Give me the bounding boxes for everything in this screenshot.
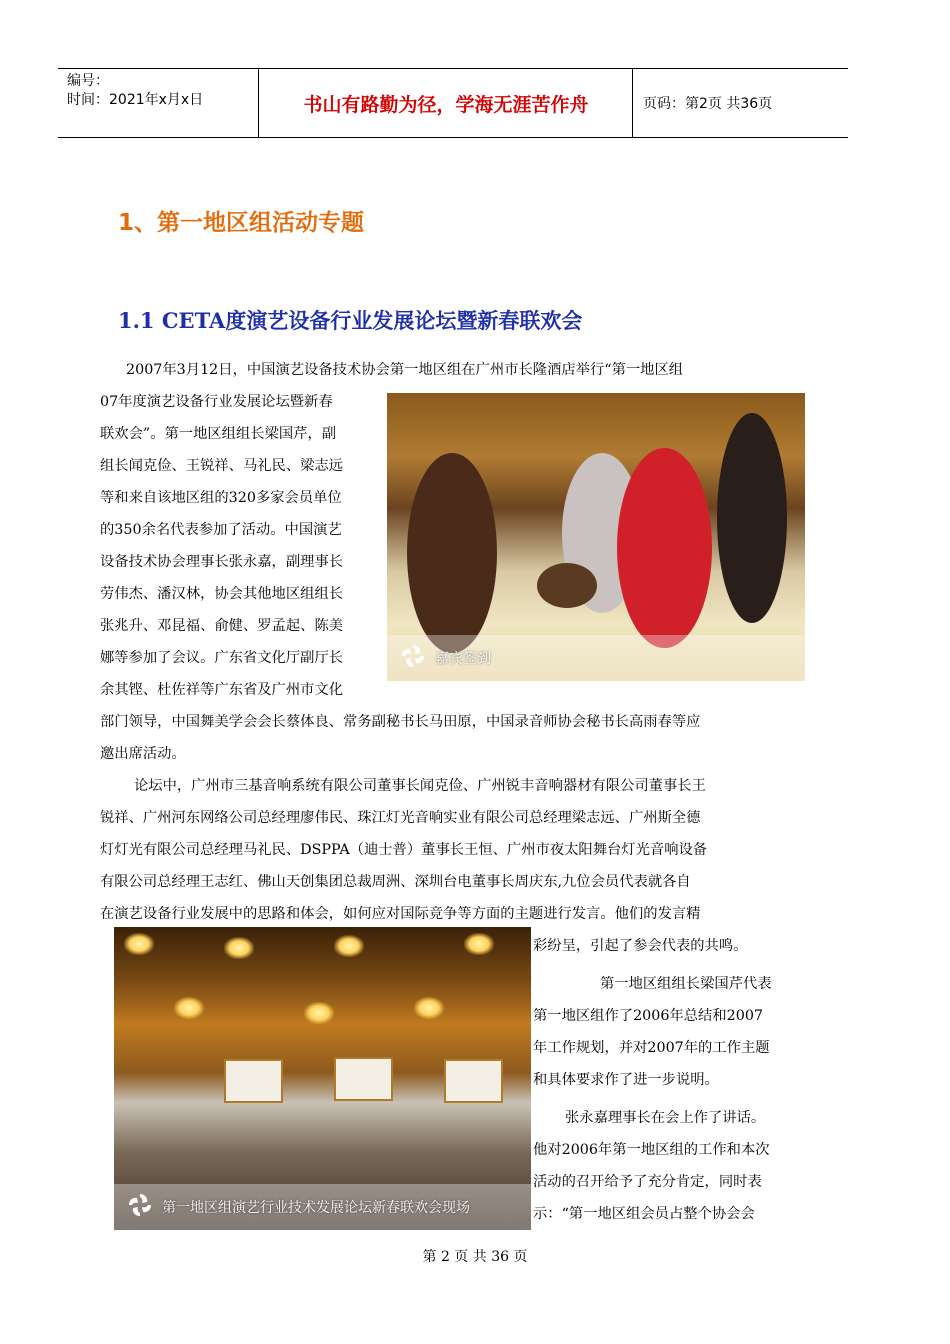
- projection-screen: [224, 1059, 283, 1103]
- chandelier-shape: [304, 1002, 334, 1024]
- chandelier-shape: [174, 997, 204, 1019]
- text-line: 组长闻克俭、王锐祥、马礼民、梁志远: [100, 458, 344, 474]
- text-line: 联欢会”。第一地区组组长梁国芹，副: [100, 426, 337, 442]
- projection-screen: [334, 1057, 393, 1101]
- text-line: 部门领导，中国舞美学会会长蔡体良、常务副秘书长马田原，中国录音师协会秘书长高雨春等应: [100, 714, 701, 730]
- header-motto: 书山有路勤为径，学海无涯苦作舟: [260, 69, 633, 137]
- text-line: 2007年3月12日，中国演艺设备技术协会第一地区组在广州市长隆酒店举行“第一地区组: [126, 362, 684, 378]
- chandelier-shape: [414, 997, 444, 1019]
- figure-shape: [717, 413, 787, 623]
- text-line: 07年度演艺设备行业发展论坛暨新春: [100, 394, 333, 410]
- text-line: 灯灯光有限公司总经理马礼民、DSPPA（迪士普）董事长王恒、广州市夜太阳舞台灯光音响设备: [100, 842, 708, 858]
- text-line: 彩纷呈，引起了参会代表的共鸣。: [533, 938, 748, 954]
- text-line: 张永嘉理事长在会上作了讲话。: [565, 1110, 766, 1126]
- text-line: 论坛中，广州市三基音响系统有限公司董事长闻克俭、广州锐丰音响器材有限公司董事长王: [134, 778, 706, 794]
- text-line: 和具体要求作了进一步说明。: [533, 1072, 719, 1088]
- section-title: 1、第一地区组活动专题: [118, 210, 365, 236]
- header-page-info: 页码：第2页 共36页: [643, 96, 773, 112]
- text-line: 示：“第一地区组会员占整个协会会: [533, 1206, 755, 1222]
- chandelier-shape: [124, 933, 154, 955]
- projection-screen: [444, 1059, 503, 1103]
- text-line: 等和来自该地区组的320多家会员单位: [100, 490, 342, 506]
- text-line: 的350余名代表参加了活动。中国演艺: [100, 522, 342, 538]
- text-line: 在演艺设备行业发展中的思路和体会，如何应对国际竞争等方面的主题进行发言。他们的发言精: [100, 906, 701, 922]
- photo2-caption-bar: [114, 1184, 531, 1230]
- page-header: [58, 68, 848, 138]
- chandelier-shape: [224, 937, 254, 959]
- text-line: 张兆升、邓昆福、俞健、罗孟起、陈美: [100, 618, 344, 634]
- text-line: 第一地区组组长梁国芹代表: [600, 976, 772, 992]
- text-line: 劳伟杰、潘汉林，协会其他地区组组长: [100, 586, 344, 602]
- number-label: 编号：: [67, 73, 109, 89]
- chandelier-shape: [464, 933, 494, 955]
- text-line: 他对2006年第一地区组的工作和本次: [533, 1142, 770, 1158]
- chandelier-shape: [334, 935, 364, 957]
- photo2-caption: 第一地区组演艺行业技术发展论坛新春联欢会现场: [162, 1200, 470, 1216]
- camera-swirl-icon: [399, 642, 427, 674]
- photo-guest-signin: [387, 393, 805, 681]
- text-line: 有限公司总经理王志红、佛山天创集团总裁周洲、深圳台电董事长周庆东,九位会员代表就各自: [100, 874, 691, 890]
- photo-forum-venue: [114, 927, 531, 1230]
- text-line: 锐祥、广州河东网络公司总经理廖伟民、珠江灯光音响实业有限公司总经理梁志远、广州斯全德: [100, 810, 701, 826]
- subsection-title: 1.1 CETA度演艺设备行业发展论坛暨新春联欢会: [118, 308, 583, 333]
- text-line: 年工作规划，并对2007年的工作主题: [533, 1040, 770, 1056]
- page-footer: 第 2 页 共 36 页: [422, 1249, 528, 1265]
- text-line: 设备技术协会理事长张永嘉，副理事长: [100, 554, 344, 570]
- text-line: 活动的召开给予了充分肯定，同时表: [533, 1174, 762, 1190]
- photo1-caption-bar: [387, 635, 805, 681]
- figure-shape: [617, 448, 712, 648]
- text-line: 邀出席活动。: [100, 746, 186, 762]
- text-line: 娜等参加了会议。广东省文化厅副厅长: [100, 650, 344, 666]
- text-line: 第一地区组作了2006年总结和2007: [533, 1008, 764, 1024]
- text-line: 余其铿、杜佐祥等广东省及广州市文化: [100, 682, 344, 698]
- figure-shape: [407, 453, 497, 653]
- time-label: 时间：2021年x月x日: [67, 92, 204, 108]
- camera-swirl-icon: [126, 1191, 154, 1223]
- photo1-caption: 嘉宾签到: [435, 651, 491, 667]
- bag-shape: [537, 563, 597, 608]
- header-left-cell: [58, 69, 259, 137]
